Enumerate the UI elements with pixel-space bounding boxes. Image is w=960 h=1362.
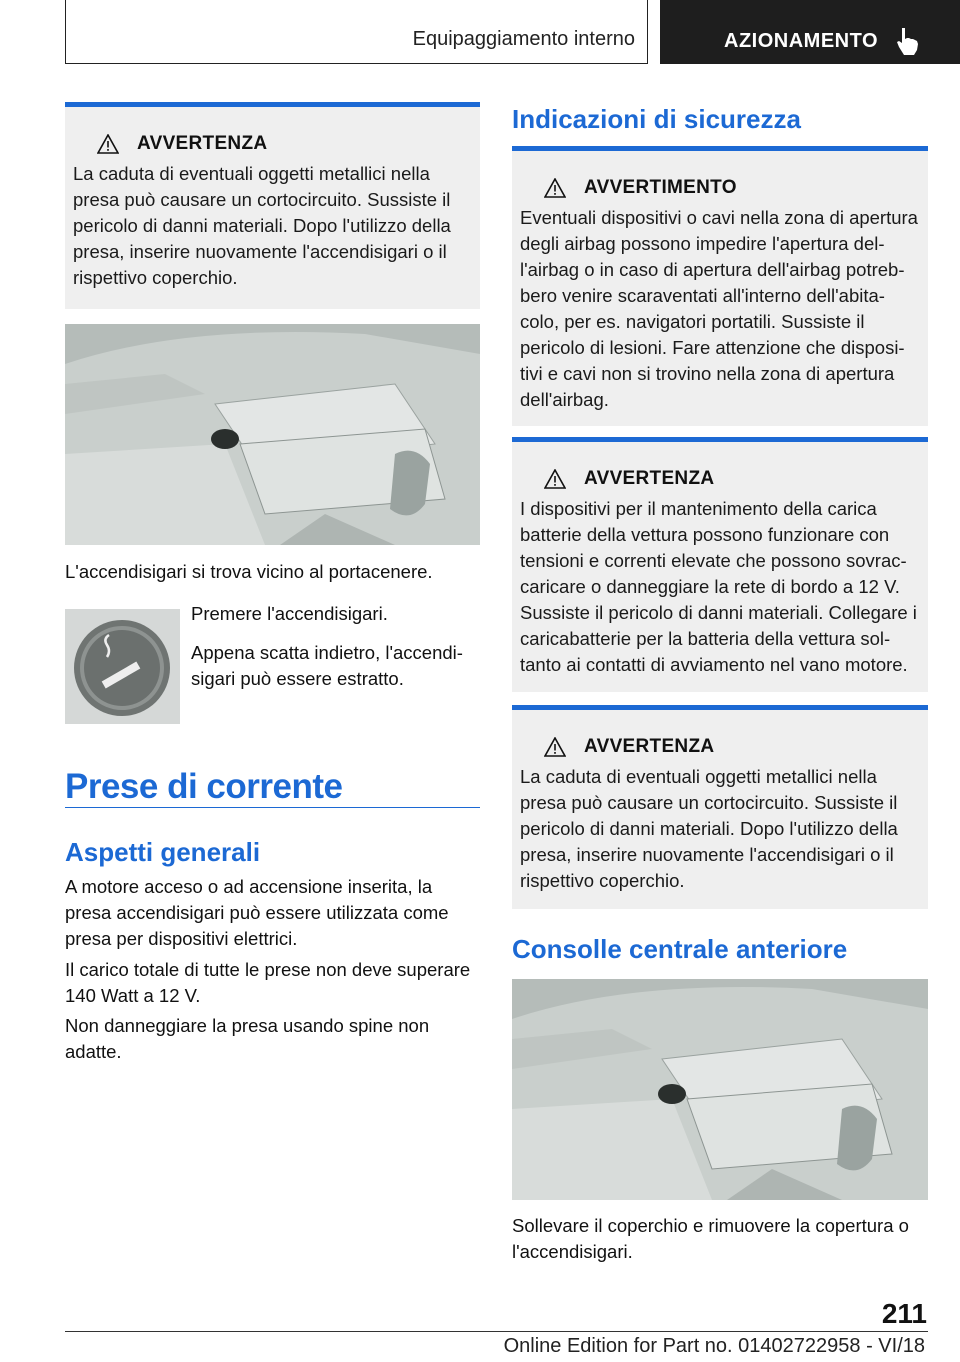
warning-box [65,102,480,309]
photo-caption: L'accendisigari si trova vicino al portacenere. [65,561,433,582]
warning-text: La caduta di eventuali oggetti metallici nella presa può causare un cortocircuito. Sussiste il pericolo di danni materiali. Dopo l'utilizzo della presa, inserire nuovamente l'accendisigari o il rispettivo coperchio. [520,766,898,891]
console-photo [512,979,928,1200]
warning-text: I dispositivi per il mantenimento della carica batterie della vettura possono funzionare con tensioni e correnti elevate che possono sovrac-caricare o danneggiare la rete di bordo a 12 V. Sussiste il pericolo di danni materiali. Collegare i caricabatterie per la batteria della vettura sol-tanto ai contatti di avviamento nel vano motore. [520,498,917,675]
warning-title-row [520,177,920,199]
warning-triangle-icon [544,178,566,198]
warning-title: AVVERTENZA [584,736,715,757]
section-title: Equipaggiamento interno [412,28,635,50]
subsection-heading: Aspetti generali [65,837,261,867]
pointing-hand-icon [896,26,922,56]
subsection-heading: Consolle centrale anteriore [512,934,848,964]
section-heading: Indicazioni di sicurezza [512,104,801,134]
console-illustration [65,324,480,545]
warning-box [512,705,928,909]
heading-rule [65,807,480,808]
page-number: 211 [881,1298,927,1329]
chapter-tab-label: AZIONAMENTO [724,30,879,52]
paragraph: A motore acceso o ad accensione inserita, la presa accendisigari può essere utilizzata come presa per dispositivi elettrici. [65,876,449,949]
warning-triangle-icon [97,134,119,154]
lighter-step-1: Premere l'accendisigari. [191,603,388,624]
warning-triangle-icon [544,737,566,757]
warning-title-row [520,468,920,490]
paragraph: Non danneggiare la presa usando spine non adatte. [65,1015,430,1062]
edition-note: Online Edition for Part no. 01402722958 - VI/18 [503,1335,925,1357]
warning-text: La caduta di eventuali oggetti metallici nella presa può causare un cortocircuito. Sussiste il pericolo di danni materiali. Dopo l'utilizzo della presa, inserire nuovamente l'accendisigari o il rispettivo coperchio. [73,163,451,288]
footer-rule [65,1331,928,1332]
section-heading: Prese di corrente [65,767,343,806]
warning-title-row [73,133,472,155]
lighter-step-2: Appena scatta indietro, l'accendi-sigari può essere estratto. [191,642,463,689]
warning-text: Eventuali dispositivi o cavi nella zona di apertura degli airbag possono impedire l'apertura del-l'airbag o in caso di apertura dell'airbag potreb-bero venire scaraventati all'interno dell'abita-colo, per es. navigatori portatili. Sussiste il pericolo di lesioni. Fare attenzione che disposi-tivi e cavi non si trovino nella zona di apertura dell'airbag. [520,207,918,410]
photo-caption: Sollevare il coperchio e rimuovere la copertura o l'accendisigari. [512,1215,909,1262]
cigarette-lighter-icon [65,609,180,724]
chapter-tab[interactable] [660,0,960,64]
warning-title-row [520,736,920,758]
warning-title: AVVERTIMENTO [584,177,737,198]
paragraph: Il carico totale di tutte le prese non deve superare 140 Watt a 12 V. [65,959,471,1006]
warning-title: AVVERTENZA [584,468,715,489]
console-illustration [512,979,928,1200]
warning-title: AVVERTENZA [137,133,268,154]
lighter-photo [65,609,180,724]
warning-triangle-icon [544,469,566,489]
warning-box [512,437,928,692]
section-header [65,0,648,64]
warning-box [512,146,928,426]
console-photo [65,324,480,545]
